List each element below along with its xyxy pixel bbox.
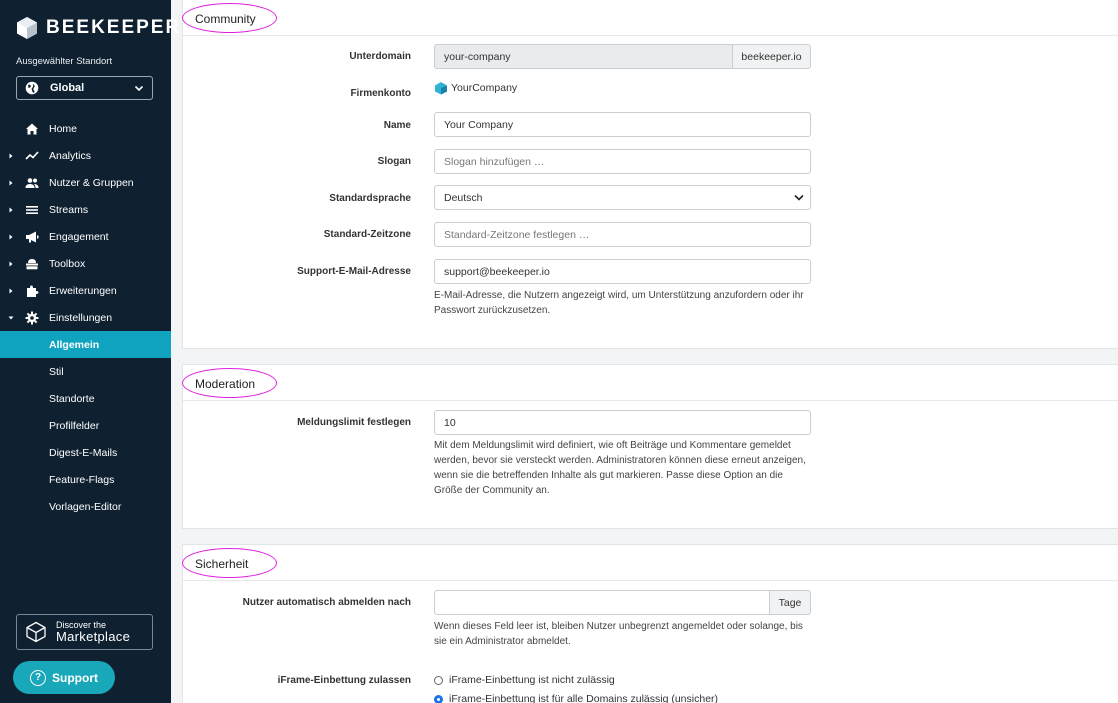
location-label: Ausgewählter Standort xyxy=(16,56,113,67)
home-icon xyxy=(25,122,39,136)
security-title: Sicherheit xyxy=(195,557,249,571)
chevron-down-icon xyxy=(794,194,804,202)
report-limit-label: Meldungslimit festlegen xyxy=(297,417,411,428)
nav-item-engagement[interactable] xyxy=(0,223,171,250)
nav-label-streams: Streams xyxy=(49,203,89,216)
company-account-name: YourCompany xyxy=(451,82,518,94)
company-account xyxy=(434,81,517,95)
default-language-select[interactable] xyxy=(434,185,811,210)
moderation-header xyxy=(183,365,1118,401)
iframe-option-all-domains[interactable] xyxy=(434,693,718,703)
nav-label-settings: Einstellungen xyxy=(49,311,113,324)
nav-subitem-general[interactable]: Allgemein xyxy=(0,331,171,358)
company-logo-icon xyxy=(434,81,448,95)
slogan-input[interactable]: Slogan hinzufügen … xyxy=(434,149,811,174)
name-input[interactable]: Your Company xyxy=(434,112,811,137)
nav-label-extensions: Erweiterungen xyxy=(49,284,117,297)
auto-logout-label: Nutzer automatisch abmelden nach xyxy=(242,597,411,608)
nav-item-toolbox[interactable] xyxy=(0,250,171,277)
moderation-title: Moderation xyxy=(195,377,256,391)
nav-subitem-digest-emails[interactable]: Digest-E-Mails xyxy=(49,446,118,459)
caret-right-icon xyxy=(8,207,14,213)
analytics-icon xyxy=(25,149,39,163)
community-section xyxy=(182,0,1118,349)
support-button[interactable] xyxy=(13,661,115,694)
beekeeper-logo-icon xyxy=(16,16,38,40)
marketplace-button[interactable] xyxy=(16,614,153,650)
iframe-option-not-allowed[interactable] xyxy=(434,674,615,686)
auto-logout-unit: Tage xyxy=(769,590,811,615)
community-title: Community xyxy=(195,12,256,26)
support-label: Support xyxy=(52,670,98,685)
location-value: Global xyxy=(50,82,85,94)
users-icon xyxy=(25,176,39,190)
nav-subitem-feature-flags[interactable]: Feature-Flags xyxy=(49,473,115,486)
security-section xyxy=(182,544,1118,703)
caret-down-icon xyxy=(8,315,14,321)
caret-right-icon xyxy=(8,153,14,159)
nav-item-streams[interactable] xyxy=(0,196,171,223)
nav-label-engagement: Engagement xyxy=(49,230,109,243)
radio-button[interactable] xyxy=(434,676,443,685)
nav-item-extensions[interactable] xyxy=(0,277,171,304)
nav-item-settings[interactable] xyxy=(0,304,171,331)
default-timezone-input[interactable]: Standard-Zeitzone festlegen … xyxy=(434,222,811,247)
community-header xyxy=(183,0,1118,36)
support-email-label: Support-E-Mail-Adresse xyxy=(297,266,411,277)
subdomain-field: your-company xyxy=(434,44,733,69)
slogan-label: Slogan xyxy=(377,156,411,167)
megaphone-icon xyxy=(25,230,39,244)
sidebar xyxy=(0,0,182,703)
radio-button-selected[interactable] xyxy=(434,695,443,703)
brand-logo[interactable] xyxy=(16,16,181,40)
nav-subitem-style[interactable]: Stil xyxy=(49,365,64,378)
auto-logout-input[interactable] xyxy=(434,590,770,615)
support-email-help: E-Mail-Adresse, die Nutzern angezeigt wird, um Unterstützung anzufordern oder ihr Passwort zurückzusetzen. xyxy=(434,290,804,316)
subdomain-suffix: beekeeper.io xyxy=(732,44,811,69)
nav-label-home: Home xyxy=(49,122,78,135)
caret-right-icon xyxy=(8,288,14,294)
marketplace-line2: Marketplace xyxy=(56,629,131,644)
nav-subitem-template-editor[interactable]: Vorlagen-Editor xyxy=(49,500,122,513)
nav-label-users-groups: Nutzer & Gruppen xyxy=(49,176,134,189)
gear-icon xyxy=(25,311,39,325)
auto-logout-help: Wenn dieses Feld leer ist, bleiben Nutzer unbegrenzt angemeldet oder solange, bis sie ein Administrator abmeldet. xyxy=(434,621,803,647)
default-timezone-label: Standard-Zeitzone xyxy=(323,229,411,240)
caret-right-icon xyxy=(8,234,14,240)
toolbox-icon xyxy=(25,257,39,271)
nav-subitem-profile-fields[interactable]: Profilfelder xyxy=(49,419,100,432)
nav-label-toolbox: Toolbox xyxy=(49,257,86,270)
nav-item-users-groups[interactable] xyxy=(0,169,171,196)
name-label: Name xyxy=(383,120,411,131)
iframe-embedding-label: iFrame-Einbettung zulassen xyxy=(277,675,411,686)
default-language-label: Standardsprache xyxy=(329,193,411,204)
globe-icon xyxy=(25,81,39,95)
moderation-section xyxy=(182,364,1118,529)
security-header xyxy=(183,545,1118,581)
iframe-option-label: iFrame-Einbettung ist für alle Domains zulässig (unsicher) xyxy=(449,693,719,703)
marketplace-cube-icon xyxy=(25,621,47,643)
main-nav xyxy=(0,115,171,520)
streams-icon xyxy=(25,203,39,217)
report-limit-help: Mit dem Meldungslimit wird definiert, wie oft Beiträge und Kommentare gemeldet werden, bevor sie versteckt werden. Administratoren können diese erneut anzeigen, wenn sie die betreffenden Inhalte als gut markieren. Passe diese Option an die Größe der Community an. xyxy=(434,440,806,496)
nav-subitem-locations[interactable]: Standorte xyxy=(49,392,95,405)
iframe-option-label: iFrame-Einbettung ist nicht zulässig xyxy=(449,674,615,686)
caret-right-icon xyxy=(8,261,14,267)
report-limit-input[interactable]: 10 xyxy=(434,410,811,435)
marketplace-line1: Discover the xyxy=(56,620,107,630)
default-language-value: Deutsch xyxy=(444,191,483,204)
nav-item-analytics[interactable] xyxy=(0,142,171,169)
location-select[interactable] xyxy=(16,76,153,100)
chevron-down-icon xyxy=(134,83,144,93)
support-email-input[interactable]: support@beekeeper.io xyxy=(434,259,811,284)
help-icon: ? xyxy=(30,670,46,686)
subdomain-label: Unterdomain xyxy=(349,51,411,62)
puzzle-icon xyxy=(25,284,39,298)
company-account-label: Firmenkonto xyxy=(350,88,411,99)
nav-item-home[interactable] xyxy=(0,115,171,142)
nav-label-analytics: Analytics xyxy=(49,149,92,162)
brand-name: BEEKEEPER xyxy=(46,17,182,38)
caret-right-icon xyxy=(8,180,14,186)
